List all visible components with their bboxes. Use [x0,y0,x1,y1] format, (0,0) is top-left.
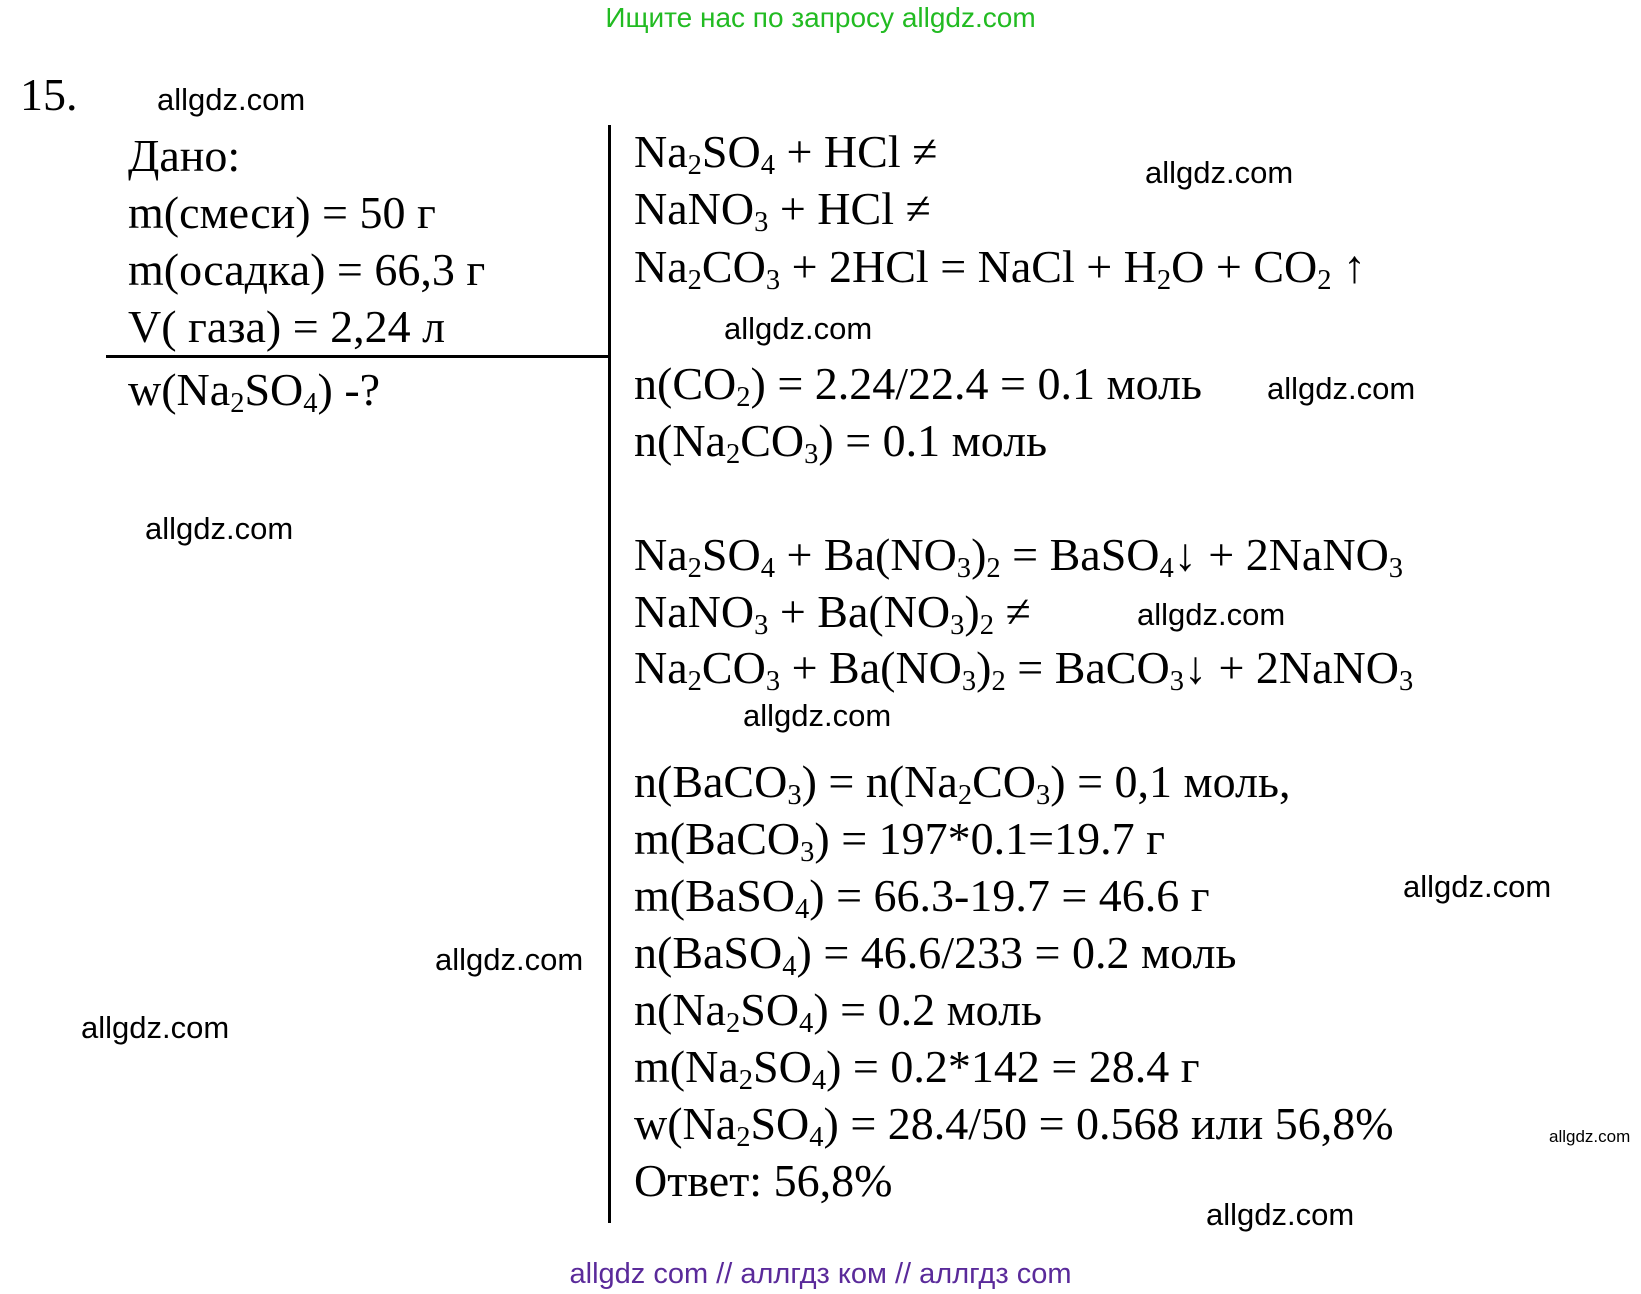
reaction-3: $Na_2CO_3 + 2HCl$ = NaCl + $H_2O + CO_2$ ↑ [634,241,1367,297]
calc-9: $w(Na_2SO_4) = 28.4/50 = 0.568$ или 56,8% [634,1098,1394,1154]
problem-number: 15. [20,69,78,120]
calc-8: $m(Na_2SO_4) = 0.2*142 = 28.4$ г [634,1041,1200,1097]
given-mass-precipitate: m(осадка) = 66,3 г [128,244,486,295]
watermark: allgdz.com [435,942,584,977]
watermark: allgdz.com [1267,371,1416,406]
reaction-5: NaNO$_3$ + $Ba(NO_3)_2$ ≠ [634,586,1031,642]
watermark: allgdz.com [1403,869,1552,904]
calc-3: n(BaCO$_3$) = $n(Na_2CO_3) = 0,1$ моль, [634,756,1291,812]
watermark: allgdz.com [743,698,892,733]
reaction-4: $Na_2SO_4 + Ba(NO_3)_2$ = BaSO$_4$↓ + 2NaNO$_3$ [634,529,1404,585]
watermark: allgdz.com [81,1010,230,1045]
answer: Ответ: 56,8% [634,1155,893,1206]
watermark: allgdz.com [145,511,294,546]
calc-7: $n(Na_2SO_4) = 0.2$ моль [634,984,1043,1040]
given-block [128,127,485,355]
given-title: Дано: [128,130,241,181]
footer-banner: allgdz com // аллгдз ком // аллгдз com [569,1258,1072,1290]
watermark: allgdz.com [157,82,306,117]
watermark: allgdz.com [1145,155,1294,190]
reaction-1: $Na_2SO_4$ + HCl ≠ [634,126,938,182]
given-volume-gas: V( газа) = 2,24 л [128,301,446,352]
watermark-small: allgdz.com [1549,1127,1631,1146]
vertical-divider [608,125,611,1223]
header-banner: Ищите нас по запросу allgdz.com [605,2,1036,33]
calc-6: n(BaSO$_4$) = 46.6/233 = 0.2 моль [634,927,1237,983]
horizontal-divider [106,355,609,358]
calc-1: $n(CO_2) = 2.24/22.4 = 0.1$ моль [634,358,1202,414]
reaction-6: $Na_2CO_3 + Ba(NO_3)_2$ = BaCO$_3$↓ + 2NaNO$_3$ [634,642,1414,698]
watermark: allgdz.com [1137,597,1286,632]
watermark: allgdz.com [1206,1197,1355,1232]
watermark: allgdz.com [724,311,873,346]
calc-2: $n(Na_2CO_3) = 0.1$ моль [634,415,1048,471]
find-line: $w(Na_2SO_4)$ -? [128,364,381,420]
calc-5: m(BaSO$_4$) = 66.3-19.7 = 46.6 г [634,870,1210,926]
reaction-2: NaNO$_3$ + HCl ≠ [634,183,931,239]
given-mass-mixture: m(смеси) = 50 г [128,187,436,238]
calc-4: m(BaCO$_3$) = 197*0.1=19.7 г [634,813,1165,869]
